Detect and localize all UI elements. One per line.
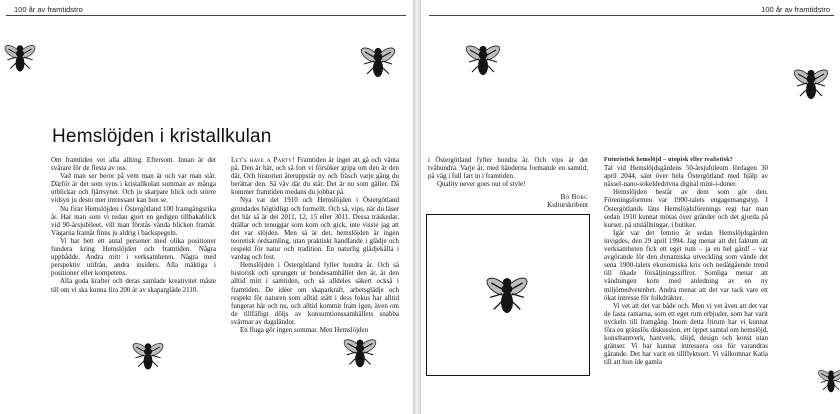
body-column-2 xyxy=(231,156,399,334)
byline xyxy=(428,193,588,209)
paragraph: Om framtiden vet alla allting. Eftersom. Innan är det svårare för de flesta av oss. xyxy=(51,156,216,173)
fly-icon xyxy=(2,40,38,76)
paragraph: Hemslöjden i Östergötland fyller hundra år. Och så historisk och sprungen ur bondesamhället den är, är den alltid mitt i samtiden, och så alldeles säkert också i framtiden. De idéer om skaparkraft, arbetsglädje och respekt för naturen som alltid stått i dess fokus har alltid fungerat här och nu, och alltid kommit fram igen, även om de tillfälligt döljs av konsumtionssamhällets snabba svärmar av dagsländor. xyxy=(231,261,399,326)
fly-illustration-box xyxy=(426,214,590,376)
quote-line: Quality never goes out of style! xyxy=(437,180,526,189)
lead-caps: Let's have a Party! xyxy=(231,156,295,164)
paragraph: Vi vet att det var både och. Men vi vet även att det var de fasta ramarna, som ett eget rum erbjuder, som har varit nyckeln till framgång. Inom detta frirum har vi kunnat föra en gränslös diskussion, ett öppet samtal om hemslöjd, konsthantverk, hantverk, slöjd, design och konst utan gränser. Vi har kunnat intressera oss för varandras gärande. Det har varit en tillflyktsort. Vi välkomnar Katla till att hon ide gamla xyxy=(604,301,768,367)
book-gutter xyxy=(413,0,421,414)
paragraph: i Östergötland fyller hundra år. Och vips är det tvåhundra. Varje år, med händerna formande en samtid, på väg i full fart in i framtiden. xyxy=(428,156,588,181)
paragraph: Igår var det femtio år sedan Hemslöjdsgården invigdes, den 29 april 1994. Jag menar att det faktum att verksamheten fick ett eget rum – ja en hel gård! – var avgörande för den dynamiska utveckling som vände det sena 1900-talets ekonomiska kris och nedåtgående trend till ökade försäljningssiffror. Somliga menar att vändningen kom med anledning av en ny miljömedvetenhet. Andra menar att det var tack vare ett ökat intresse för folkdräkter. xyxy=(604,228,768,302)
fly-icon xyxy=(816,366,840,396)
running-head-right: 100 år av framtidstro xyxy=(761,5,830,14)
fly-icon xyxy=(483,271,531,319)
paragraph: Nu firar Hemslöjden i Östergötland 100 framgångsrika år. Har man som vi redan gjort en gedigen tillbakablick vid 90-årsjubileet, vill man förstås vända blicken framåt. Vägarna framåt finns ju aldrig i backspegeln. xyxy=(51,204,216,237)
paragraph: Alla goda krafter och deras samlade kreativitet måste till om vi ska kunna fira 200 år av skapargläde 2110. xyxy=(51,277,216,294)
header-rule-left xyxy=(6,15,406,16)
article-headline: Hemslöjden i kristallkulan xyxy=(52,126,272,147)
fly-icon xyxy=(130,338,166,374)
paragraph: Nya var det 1910 och Hemslöjden i Östergötland grundades högtidligt och formellt. Och så, vips, när du läser det här så är det 2011, 12, 15 eller 3011. Dessa träskedar, drällar och tenuggar som kom och gick, inte visste jag att det var slöjden. Men så är det, hemslöjden är ingen teoretisk ordsamling, utan praktiskt handlande i glädje och respekt för natur och tradition. En naturlig glädjekälla i vardag och fest. xyxy=(231,196,399,262)
body-column-4 xyxy=(604,156,768,366)
body-column-3 xyxy=(428,156,588,210)
lead-paragraph xyxy=(231,156,399,196)
fly-icon xyxy=(358,42,398,82)
byline-title: Kulturskribent xyxy=(547,201,588,210)
fly-icon xyxy=(791,64,831,104)
fly-icon xyxy=(341,334,379,372)
paragraph: En fluga gör ingen sommar. Men Hemslöjden xyxy=(240,325,369,334)
byline-name: Bo Borg xyxy=(560,193,588,202)
running-head-left: 100 år av framtidstro xyxy=(14,5,83,14)
body-column-1 xyxy=(51,156,216,294)
header-rule-right xyxy=(429,15,834,16)
paragraph: Vi har bett ett antal personer med olika positioner fundera kring Hemslöjden och framtiden. Några uppbådde. Andra mitt i verksamheten. Några med perspektiv utifrån, andra insiders. Alla mäktiga i positioner eller kompetens. xyxy=(51,236,216,278)
left-page xyxy=(0,0,413,414)
paragraph: Hemslöjden består av dem som gör den. Föreningsformen var 1900-talets engagemangstyp. I Östergötlands läns Hemslöjdsförenings regi har man sedan 1910 kunnat mötas över gränder och det gjorda på kurser, på utställningar, i butiker. xyxy=(604,188,768,229)
lead-text: Framtiden är inget att gå och vänta på. Den är här, och så fort vi försöker gripa om den är den där. Och historien återuppstår ny och fräsch varje gång du berättar den. Så väv där du står. Det är nu som gäller. Då kommer framtiden medans du jobbar på. xyxy=(231,156,400,197)
paragraph: Tal vid Hemslöjdsgårdens 50-årsjubileum lördagen 30 april 2044, sänt över hela Östergötland med hjälp av nässel-nano-sokeldedrivna digital mini-i-doner. xyxy=(604,164,768,189)
fly-icon xyxy=(463,40,503,80)
section-eyebrow: Futuristisk hemslöjd – utopisk eller realistisk? xyxy=(604,157,734,163)
paragraph: Vad man ser beror på vem man är och var man står. Därför är det som syns i kristallkulan summan av många utblickar och fjärrsyner. Och ju skarpare blick och större vidsyn ju desto mer intressant kan hon se. xyxy=(51,172,216,205)
